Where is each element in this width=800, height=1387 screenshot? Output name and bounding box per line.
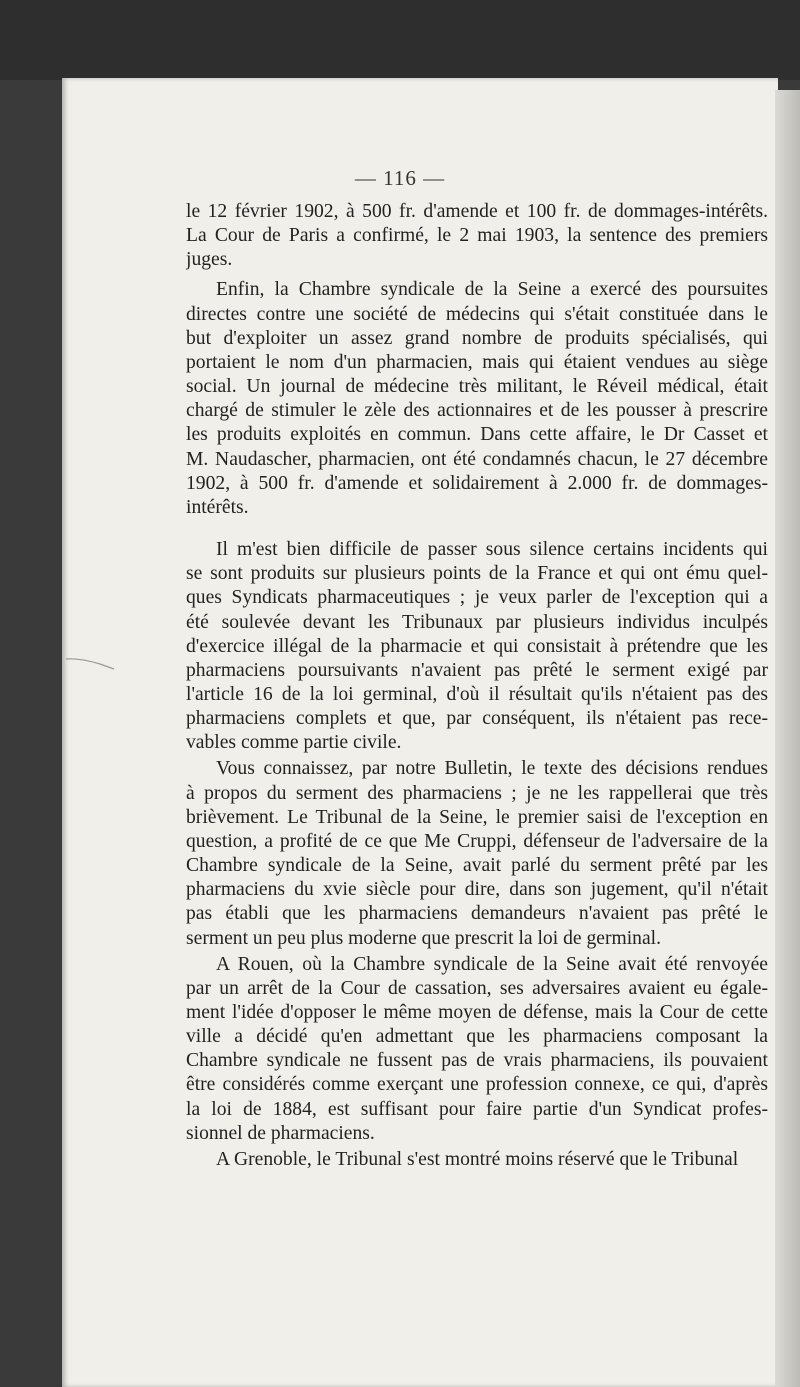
text-line: Vous connaissez, par notre Bulletin, le texte des décisions rendues bbox=[216, 758, 768, 780]
text-line: La Cour de Paris a confirmé, le 2 mai 1903, la sentence des premiers bbox=[186, 225, 768, 247]
text-line: M. Naudascher, pharmacien, ont été condamnés chacun, le 27 décembre bbox=[186, 448, 768, 470]
paragraph bbox=[186, 953, 768, 1146]
text-line: à propos du serment des pharmaciens ; je ne les rappellerai que très bbox=[186, 782, 768, 804]
paragraph bbox=[186, 757, 768, 950]
text-line: 1902, à 500 fr. d'amende et solidairement à 2.000 fr. de dommages- bbox=[186, 472, 768, 494]
text-line: ville a décidé qu'en admettant que les pharmaciens composant la bbox=[186, 1026, 768, 1048]
text-line: Enfin, la Chambre syndicale de la Seine a exercé des poursuites bbox=[216, 279, 768, 301]
text-line: social. Un journal de médecine très militant, le Réveil médical, était bbox=[186, 376, 768, 398]
text-line: pharmaciens complets et que, par conséquent, ils n'étaient pas rece- bbox=[186, 708, 768, 730]
page-edge bbox=[775, 90, 800, 1387]
text-line: Chambre syndicale ne fussent pas de vrais pharmaciens, ils pouvaient bbox=[186, 1050, 768, 1072]
text-line: pharmaciens du xvie siècle pour dire, dans son jugement, qu'il n'était bbox=[186, 879, 768, 901]
text-line: sionnel de pharmaciens. bbox=[186, 1122, 375, 1144]
paragraph bbox=[186, 200, 768, 272]
text-line: Il m'est bien difficile de passer sous silence certains incidents qui bbox=[216, 539, 768, 561]
paragraph bbox=[186, 538, 768, 755]
text-line: le 12 février 1902, à 500 fr. d'amende et 100 fr. de dommages-intérêts. bbox=[186, 201, 768, 222]
text-line: été soulevée devant les Tribunaux par plusieurs individus inculpés bbox=[186, 611, 768, 633]
text-line: but d'exploiter un assez grand nombre de produits spécialisés, qui bbox=[186, 327, 768, 349]
paragraph bbox=[186, 278, 768, 520]
text-line: les produits exploités en commun. Dans cette affaire, le Dr Casset et bbox=[186, 424, 768, 446]
paragraph bbox=[186, 1148, 768, 1172]
text-line: se sont produits sur plusieurs points de la France et qui ont ému quel- bbox=[186, 563, 768, 585]
text-line: être considérés comme exerçant une profession connexe, ce qui, d'après bbox=[186, 1074, 768, 1096]
scan-background bbox=[0, 0, 800, 80]
text-line: d'exercice illégal de la pharmacie et qui consistait à prétendre que les bbox=[186, 635, 768, 657]
text-line: vables comme partie civile. bbox=[186, 732, 402, 754]
text-line: portaient le nom d'un pharmacien, mais qui étaient vendues au siège bbox=[186, 351, 768, 373]
text-line: question, a profité de ce que Me Cruppi, défenseur de l'adversaire de la bbox=[186, 830, 768, 852]
text-line: pharmaciens poursuivants n'avaient pas prêté le serment exigé par bbox=[186, 659, 768, 681]
text-line: ment l'idée d'opposer le même moyen de défense, mais la Cour de cette bbox=[186, 1002, 768, 1023]
text-line: serment un peu plus moderne que prescrit la loi de germinal. bbox=[186, 927, 662, 949]
text-line: A Rouen, où la Chambre syndicale de la Seine avait été renvoyée bbox=[216, 953, 768, 975]
text-line: Chambre syndicale de la Seine, avait parlé du serment prêté par les bbox=[186, 855, 768, 877]
margin-pencil-mark bbox=[64, 655, 116, 671]
text-line: directes contre une société de médecins qui s'était constituée dans le bbox=[186, 303, 768, 325]
text-line: juges. bbox=[186, 249, 233, 271]
text-line: pas établi que les pharmaciens demandeurs n'avaient pas prêté le bbox=[186, 903, 768, 925]
text-line: A Grenoble, le Tribunal s'est montré moins réservé que le Tribunal bbox=[216, 1148, 739, 1170]
text-line: intérêts. bbox=[186, 496, 249, 518]
body-text bbox=[186, 200, 768, 1172]
text-line: ques Syndicats pharmaceutiques ; je veux parler de l'exception qui a bbox=[186, 587, 768, 609]
text-line: l'article 16 de la loi germinal, d'où il résultait qu'ils n'étaient pas des bbox=[186, 683, 768, 705]
text-line: par un arrêt de la Cour de cassation, ses adversaires avaient eu égale- bbox=[186, 977, 768, 999]
text-line: la loi de 1884, est suffisant pour faire partie d'un Syndicat profes- bbox=[186, 1098, 768, 1120]
text-line: chargé de stimuler le zèle des actionnaires et de les pousser à prescrire bbox=[186, 400, 768, 422]
page-number: — 116 — bbox=[354, 166, 446, 190]
text-line: brièvement. Le Tribunal de la Seine, le premier saisi de l'exception en bbox=[186, 806, 768, 828]
